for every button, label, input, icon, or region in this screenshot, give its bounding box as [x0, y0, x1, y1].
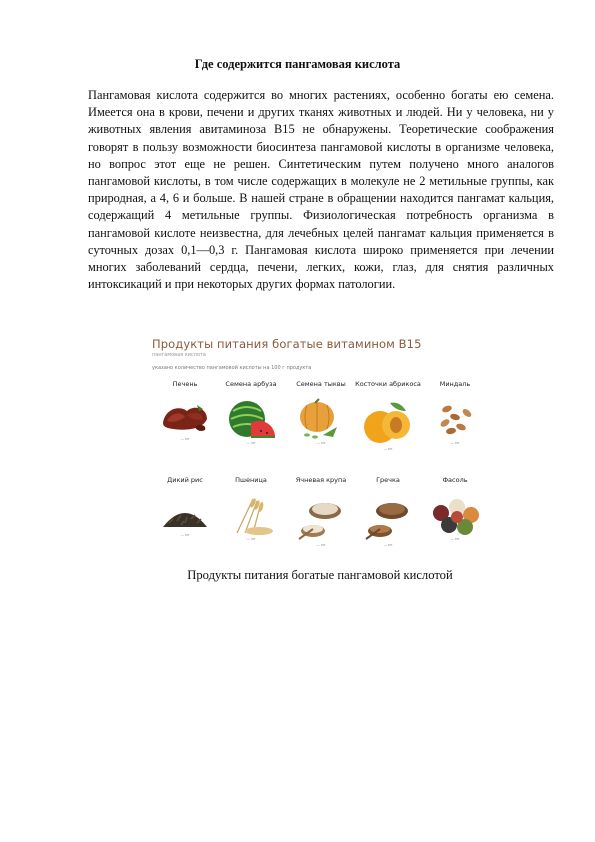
barley-image — [293, 493, 349, 543]
infographic-note: указано количество пангамовой кислоты на 100 г продукта — [152, 365, 312, 371]
food-item-beans — [422, 477, 488, 541]
food-label: Пшеница — [235, 476, 267, 484]
food-item-wheat — [218, 477, 284, 541]
pumpkin-image — [293, 397, 349, 441]
food-label: Семена тыквы — [296, 380, 346, 388]
food-note: — мг — [383, 447, 393, 451]
wheat-image — [223, 493, 279, 537]
food-item-buckwheat — [355, 477, 421, 547]
page-title: Где содержится пангамовая кислота — [194, 57, 401, 71]
buckwheat-image — [360, 493, 416, 543]
almond-image — [427, 397, 483, 441]
body-paragraph: Пангамовая кислота содержится во многих растениях, особенно богаты ею семена. Имеется она в крови, печени и других тканях животных и людей. Ни у человека, ни у животных явления авитаминоза В15 не обнаружены. Теоретические соображения говорят в пользу возможности биосинтеза пангамовой кислоты в организме человека, но вопрос этот еще не решен. Синтетическим путем получено много аналогов пангамовой кислоты, в том числе содержащих в молекуле не 2 метильные группы, как природная, а 4, 6 и больше. В нашей стране в обращении находится пангамат кальция, содержащий 4 метильные группы. Физиологическая потребность организма в пангамовой кислоте неизвестна, для лечебных целей пангамат кальция применяется в суточных дозах 0,1—0,3 г. Пангамовая кислота широко применяется при лечении многих заболеваний сердца, печени, легких, кожи, глаз, для снятия различных интоксикаций и при некоторых других формах патологии. — [88, 88, 554, 292]
infographic-subtitle: пангамовая кислота — [152, 352, 206, 358]
food-label: Печень — [172, 380, 198, 388]
food-item-almond — [422, 381, 488, 445]
food-label: Косточки абрикоса — [355, 380, 421, 388]
food-note: — мг — [246, 537, 256, 541]
food-note: — мг — [316, 441, 326, 445]
food-note: — мг — [383, 543, 393, 547]
food-item-pumpkin-seeds — [288, 381, 354, 445]
figure-caption: Продукты питания богатые пангамовой кислотой — [187, 568, 453, 582]
food-note: — мг — [316, 543, 326, 547]
food-item-watermelon-seeds — [218, 381, 284, 445]
food-item-apricot-kernels — [355, 381, 421, 451]
infographic-title: Продукты питания богатые витамином В15 — [152, 337, 422, 351]
food-label: Семена арбуза — [225, 380, 277, 388]
food-item-liver — [152, 381, 218, 441]
food-infographic — [150, 337, 495, 552]
apricot-image — [360, 397, 416, 447]
food-label: Фасоль — [442, 476, 468, 484]
liver-image — [157, 397, 213, 437]
food-label: Ячневая крупа — [295, 476, 347, 484]
food-note: — мг — [450, 537, 460, 541]
food-label: Миндаль — [439, 380, 471, 388]
food-note: — мг — [450, 441, 460, 445]
food-item-barley-groats — [288, 477, 354, 547]
food-note: — мг — [180, 533, 190, 537]
food-note: — мг — [246, 441, 256, 445]
beans-image — [427, 493, 483, 537]
food-label: Дикий рис — [167, 476, 203, 484]
food-label: Гречка — [376, 476, 400, 484]
food-item-wild-rice — [152, 477, 218, 537]
watermelon-image — [223, 397, 279, 441]
wild-rice-image — [157, 493, 213, 533]
food-note: — мг — [180, 437, 190, 441]
